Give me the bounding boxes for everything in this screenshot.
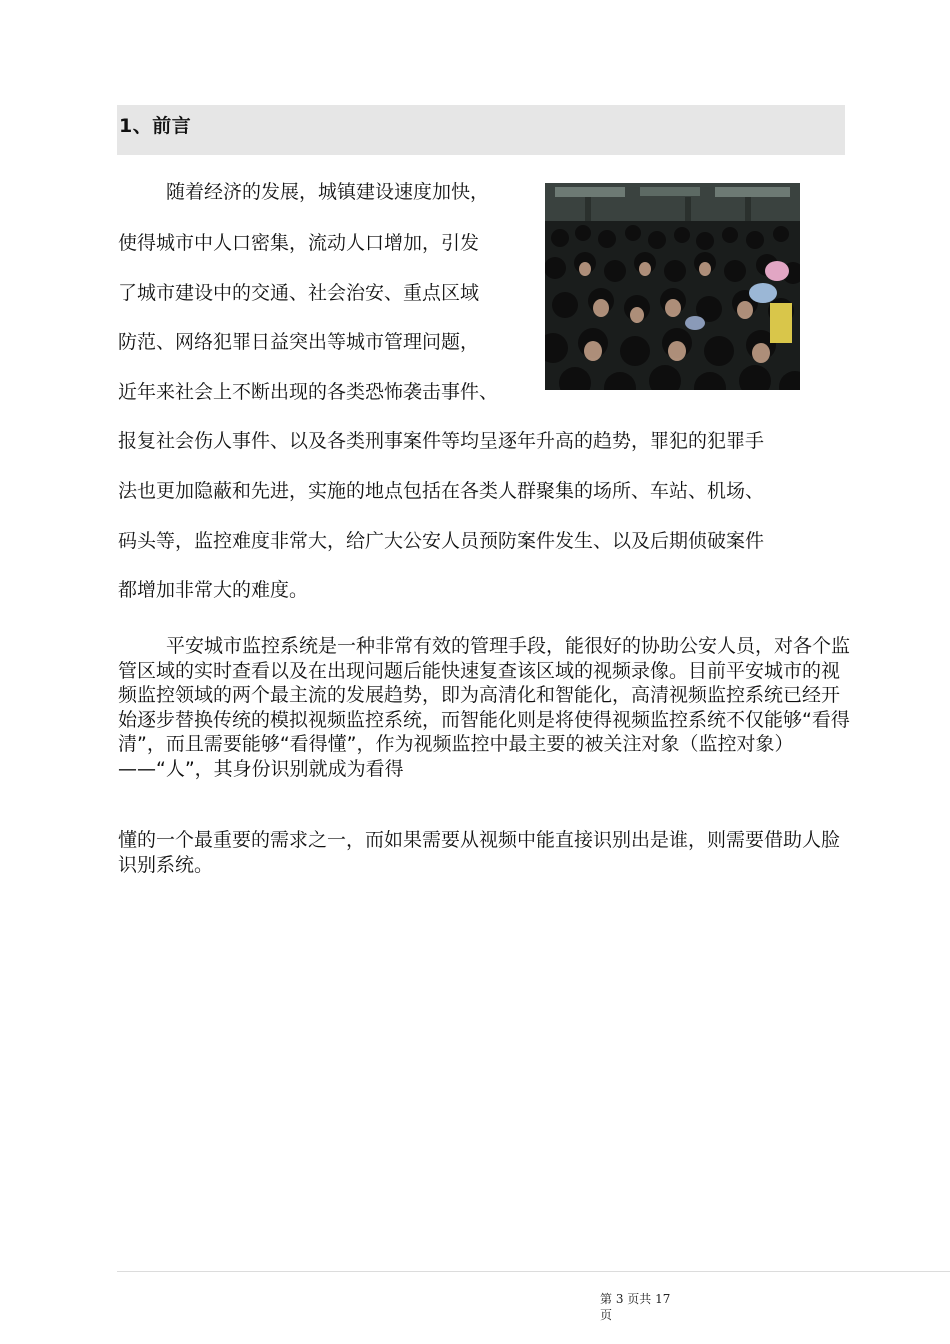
crowd-photo-icon bbox=[545, 183, 800, 390]
paragraph-line: 防范、网络犯罪日益突出等城市管理问题， bbox=[118, 331, 480, 353]
paragraph-line: 码头等，监控难度非常大，给广大公安人员预防案件发生、以及后期侦破案件 bbox=[118, 530, 765, 552]
section-heading: 1、前言 bbox=[119, 115, 192, 137]
paragraph-line: 报复社会伤人事件、以及各类刑事案件等均呈逐年升高的趋势，罪犯的犯罪手 bbox=[118, 430, 765, 452]
crowd-photo bbox=[545, 183, 800, 390]
paragraph-line: 了城市建设中的交通、社会治安、重点区域 bbox=[118, 282, 480, 304]
paragraph-line: 使得城市中人口密集，流动人口增加，引发 bbox=[118, 232, 480, 254]
page-number: 第 3 页共 17 页 bbox=[600, 1292, 671, 1322]
section-heading-bar bbox=[117, 105, 845, 155]
paragraph-line: 近年来社会上不断出现的各类恐怖袭击事件、 bbox=[118, 381, 499, 403]
paragraph-line: 都增加非常大的难度。 bbox=[118, 579, 309, 601]
paragraph-line: 随着经济的发展，城镇建设速度加快， bbox=[166, 181, 490, 203]
paragraph-2 bbox=[118, 634, 850, 781]
paragraph-text: 平安城市监控系统是一种非常有效的管理手段，能很好的协助公安人员，对各个监管区域的实时查看以及在出现问题后能快速复查该区域的视频录像。目前平安城市的视频监控领域的两个最主流的发展趋势，即为高清化和智能化，高清视频监控系统已经开始逐步替换传统的模拟视频监控系统，而智能化则是将使得视频监控系统不仅能够“看得清”，而且需要能够“看得懂”，作为视频监控中最主要的被关注对象（监控对象）——“人”，其身份识别就成为看得 bbox=[118, 635, 851, 780]
paragraph-line: 法也更加隐蔽和先进，实施的地点包括在各类人群聚集的场所、车站、机场、 bbox=[118, 480, 765, 502]
footer-divider bbox=[117, 1271, 950, 1272]
paragraph-3: 懂的一个最重要的需求之一，而如果需要从视频中能直接识别出是谁，则需要借助人脸识别系统。 bbox=[118, 829, 841, 876]
